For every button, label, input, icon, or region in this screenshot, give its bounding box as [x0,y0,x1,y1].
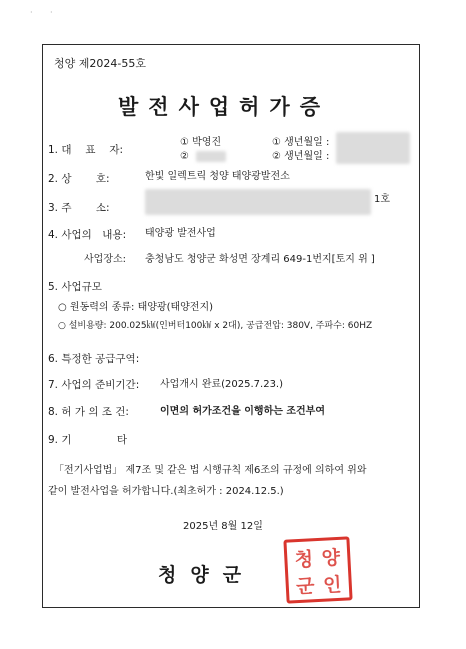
site-value: 충청남도 청양군 화성면 장계리 649-1번지[토지 위 ] [145,254,375,265]
official-seal [283,536,352,603]
trade-name-value: 한빛 일렉트릭 청양 태양광발전소 [145,171,290,182]
document-title: 발전사업허가증 [118,95,331,119]
seal-char: 양 [321,546,341,570]
conditions-value: 이면의 허가조건을 이행하는 조건부여 [160,406,326,417]
supply-area-label: 6. 특정한 공급구역: [48,353,140,365]
conditions-label: 8. 허 가 의 조 건: [48,406,129,418]
prep-period-value: 사업개시 완료(2025.7.23.) [160,379,284,390]
other-label: 9. 기 타 [48,434,127,446]
scale-label: 5. 사업규모 [48,281,102,293]
representative-name-2: ② [180,151,189,162]
redacted-address [145,189,371,215]
scan-mark: · [30,8,33,17]
redacted-birthdates [336,132,410,164]
issuer-name: 청양군 [158,564,256,586]
business-label: 4. 사업의 내용: [48,229,127,241]
prime-mover-item: ○ 원동력의 종류: 태양광(태양전지) [58,302,214,313]
business-value: 태양광 발전사업 [145,228,216,239]
site-label: 사업장소: [84,254,127,265]
representative-name-1: ① 박영진 [180,137,222,148]
seal-char: 인 [322,573,343,597]
birthdate-2-label: ② 생년월일 : [272,151,330,162]
issue-date: 2025년 8월 12일 [183,521,263,532]
redacted-name [196,151,226,162]
address-label: 3. 주 소: [48,202,110,214]
seal-char: 청 [294,548,314,572]
document-number: 청양 제2024-55호 [54,57,146,70]
scan-mark: · [50,8,53,17]
statement-line-1: 「전기사업법」 제7조 및 같은 법 시행규칙 제6조의 규정에 의하여 위와 [54,465,367,476]
prep-period-label: 7. 사업의 준비기간: [48,379,140,391]
seal-char: 군 [295,575,316,599]
statement-line-2: 같이 발전사업을 허가합니다.(최초허가 : 2024.12.5.) [48,486,284,497]
representative-label: 1. 대 표 자: [48,144,123,156]
birthdate-1-label: ① 생년월일 : [272,137,330,148]
capacity-item: ○ 설비용량: 200.025㎾(인버터100㎾ x 2대), 공급전압: 380V, 주파수: 60HZ [58,321,373,331]
trade-name-label: 2. 상 호: [48,173,110,185]
address-suffix: 1호 [374,194,391,205]
